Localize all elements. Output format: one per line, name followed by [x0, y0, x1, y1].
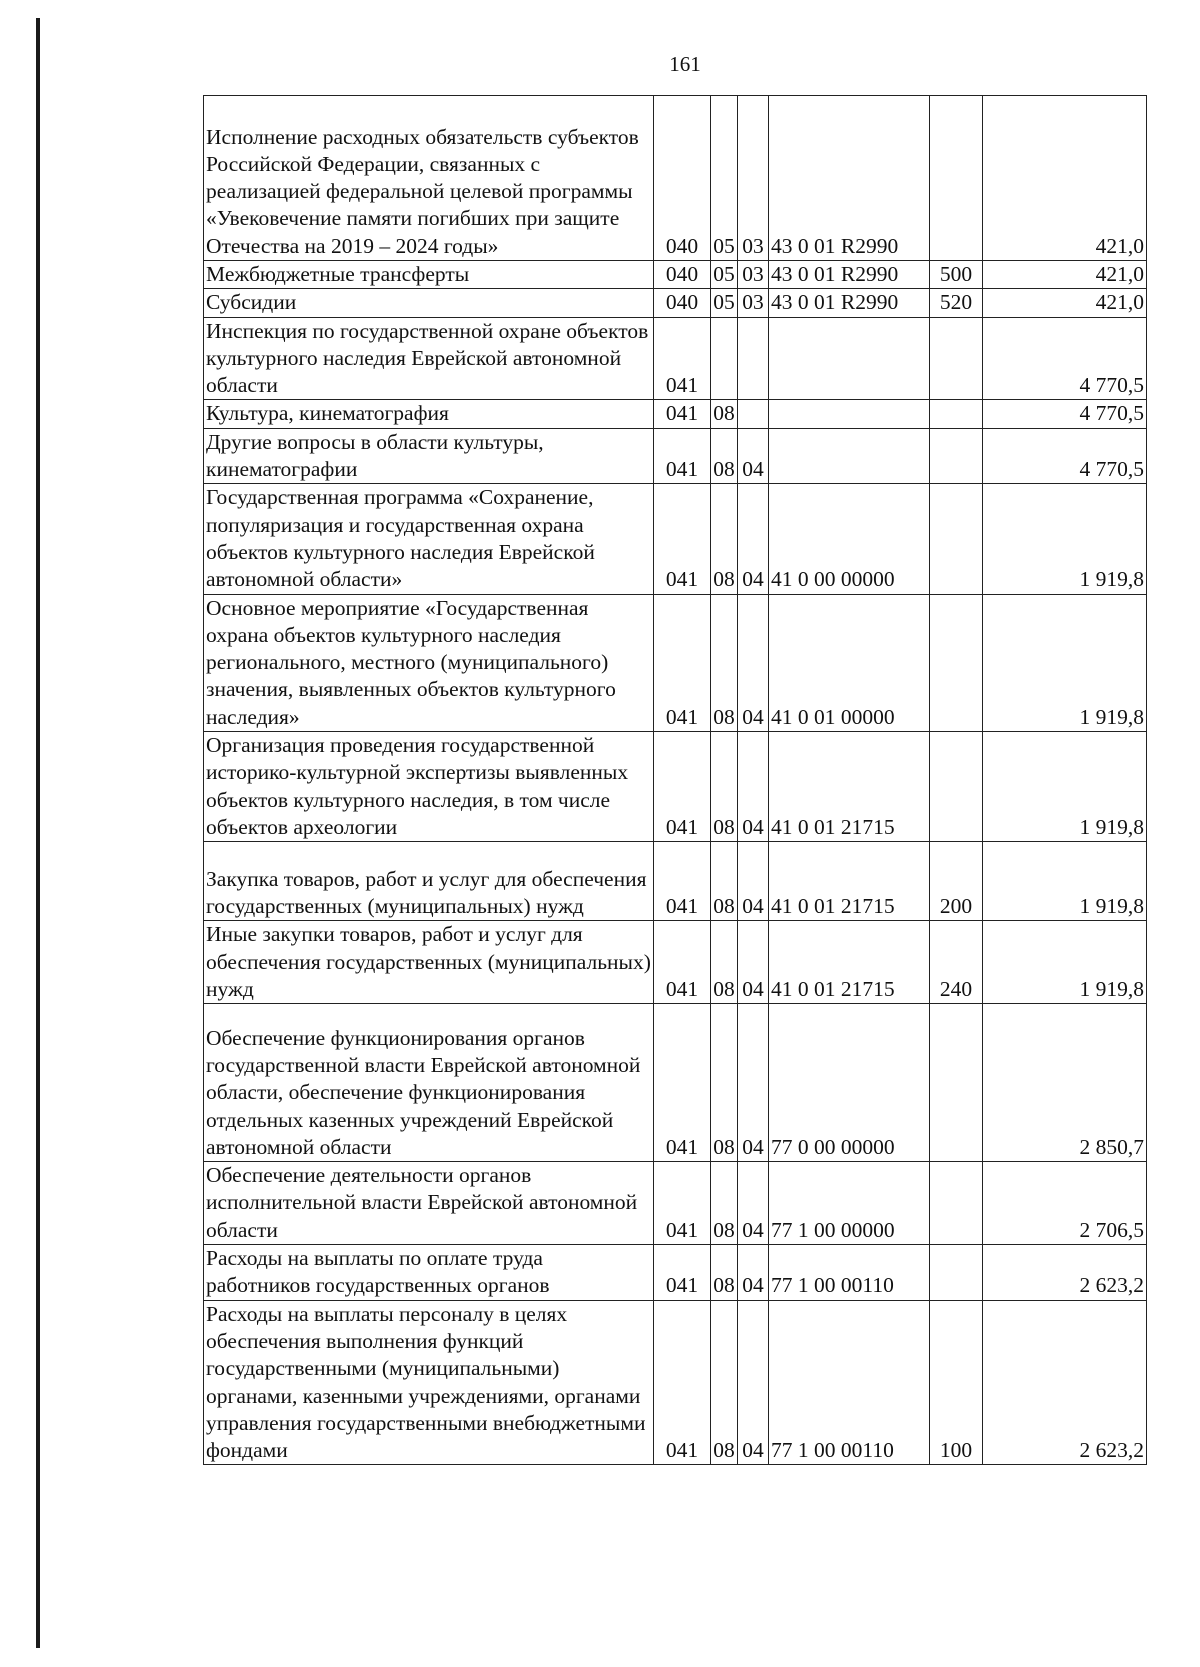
- ministry-code-cell: 040: [654, 96, 711, 261]
- subsection-code-cell: [738, 317, 769, 400]
- item-name-cell: Организация проведения государственной историко-культурной экспертизы выявленных объектов культурного наследия, в том числе объектов археологии: [204, 732, 654, 842]
- ministry-code-cell: 041: [654, 400, 711, 428]
- target-article-cell: 77 1 00 00000: [769, 1162, 930, 1245]
- ministry-code-cell: 041: [654, 428, 711, 484]
- table-row: [204, 594, 1147, 731]
- amount-cell: 1 919,8: [983, 921, 1147, 1004]
- expense-type-cell: [930, 428, 983, 484]
- amount-cell: 4 770,5: [983, 317, 1147, 400]
- ministry-code-cell: 041: [654, 842, 711, 921]
- table-row: [204, 317, 1147, 400]
- amount-cell: 1 919,8: [983, 484, 1147, 594]
- item-name-cell: Обеспечение деятельности органов исполнительной власти Еврейской автономной области: [204, 1162, 654, 1245]
- item-name-cell: Основное мероприятие «Государственная охрана объектов культурного наследия регионального, местного (муниципального) значения, выявленных объектов культурного наследия»: [204, 594, 654, 731]
- target-article-cell: 41 0 01 21715: [769, 842, 930, 921]
- section-code-cell: 08: [711, 1004, 738, 1162]
- target-article-cell: 41 0 00 00000: [769, 484, 930, 594]
- subsection-code-cell: 04: [738, 1245, 769, 1301]
- amount-cell: 1 919,8: [983, 732, 1147, 842]
- target-article-cell: 77 1 00 00110: [769, 1245, 930, 1301]
- item-name-cell: Межбюджетные трансферты: [204, 261, 654, 289]
- section-code-cell: 08: [711, 428, 738, 484]
- target-article-cell: 43 0 01 R2990: [769, 96, 930, 261]
- budget-table: [203, 95, 1147, 1465]
- item-name-cell: Обеспечение функционирования органов государственной власти Еврейской автономной области, обеспечение функционирования отдельных казенных учреждений Еврейской автономной области: [204, 1004, 654, 1162]
- subsection-code-cell: [738, 400, 769, 428]
- expense-type-cell: 520: [930, 289, 983, 317]
- subsection-code-cell: 03: [738, 96, 769, 261]
- table-row: [204, 261, 1147, 289]
- target-article-cell: 43 0 01 R2990: [769, 289, 930, 317]
- item-name-cell: Исполнение расходных обязательств субъектов Российской Федерации, связанных с реализацией федеральной целевой программы «Увековечение памяти погибших при защите Отечества на 2019 – 2024 годы»: [204, 96, 654, 261]
- section-code-cell: 08: [711, 1162, 738, 1245]
- section-code-cell: 08: [711, 484, 738, 594]
- amount-cell: 1 919,8: [983, 594, 1147, 731]
- item-name-cell: Субсидии: [204, 289, 654, 317]
- subsection-code-cell: 04: [738, 594, 769, 731]
- ministry-code-cell: 041: [654, 921, 711, 1004]
- ministry-code-cell: 041: [654, 1162, 711, 1245]
- amount-cell: 421,0: [983, 261, 1147, 289]
- expense-type-cell: [930, 484, 983, 594]
- subsection-code-cell: 04: [738, 1162, 769, 1245]
- section-code-cell: 08: [711, 594, 738, 731]
- item-name-cell: Другие вопросы в области культуры, кинематографии: [204, 428, 654, 484]
- target-article-cell: 77 0 00 00000: [769, 1004, 930, 1162]
- amount-cell: 2 623,2: [983, 1245, 1147, 1301]
- item-name-cell: Расходы на выплаты персоналу в целях обеспечения выполнения функций государственными (муниципальными) органами, казенными учреждениями, органами управления государственными внебюджетными фондами: [204, 1300, 654, 1465]
- section-code-cell: 05: [711, 289, 738, 317]
- table-row: [204, 400, 1147, 428]
- subsection-code-cell: 04: [738, 1004, 769, 1162]
- subsection-code-cell: 04: [738, 1300, 769, 1465]
- expense-type-cell: [930, 1162, 983, 1245]
- section-code-cell: 08: [711, 1300, 738, 1465]
- ministry-code-cell: 041: [654, 732, 711, 842]
- expense-type-cell: 200: [930, 842, 983, 921]
- amount-cell: 4 770,5: [983, 400, 1147, 428]
- target-article-cell: 43 0 01 R2990: [769, 261, 930, 289]
- target-article-cell: 77 1 00 00110: [769, 1300, 930, 1465]
- amount-cell: 2 623,2: [983, 1300, 1147, 1465]
- item-name-cell: Иные закупки товаров, работ и услуг для обеспечения государственных (муниципальных) нужд: [204, 921, 654, 1004]
- expense-type-cell: [930, 732, 983, 842]
- table-row: [204, 732, 1147, 842]
- section-code-cell: 08: [711, 842, 738, 921]
- target-article-cell: [769, 428, 930, 484]
- expense-type-cell: [930, 1245, 983, 1301]
- ministry-code-cell: 041: [654, 484, 711, 594]
- table-row: [204, 1245, 1147, 1301]
- table-row: [204, 289, 1147, 317]
- table-row: [204, 96, 1147, 261]
- section-code-cell: 08: [711, 732, 738, 842]
- amount-cell: 4 770,5: [983, 428, 1147, 484]
- item-name-cell: Инспекция по государственной охране объектов культурного наследия Еврейской автономной области: [204, 317, 654, 400]
- table-row: [204, 1300, 1147, 1465]
- section-code-cell: 08: [711, 400, 738, 428]
- section-code-cell: 08: [711, 1245, 738, 1301]
- section-code-cell: [711, 317, 738, 400]
- subsection-code-cell: 04: [738, 428, 769, 484]
- expense-type-cell: 500: [930, 261, 983, 289]
- section-code-cell: 05: [711, 261, 738, 289]
- item-name-cell: Государственная программа «Сохранение, популяризация и государственная охрана объектов культурного наследия Еврейской автономной области»: [204, 484, 654, 594]
- amount-cell: 2 850,7: [983, 1004, 1147, 1162]
- ministry-code-cell: 041: [654, 317, 711, 400]
- expense-type-cell: [930, 400, 983, 428]
- table-row: [204, 921, 1147, 1004]
- section-code-cell: 08: [711, 921, 738, 1004]
- ministry-code-cell: 041: [654, 1004, 711, 1162]
- subsection-code-cell: 03: [738, 261, 769, 289]
- subsection-code-cell: 04: [738, 732, 769, 842]
- expense-type-cell: [930, 96, 983, 261]
- expense-type-cell: 240: [930, 921, 983, 1004]
- subsection-code-cell: 04: [738, 484, 769, 594]
- expense-type-cell: [930, 594, 983, 731]
- amount-cell: 421,0: [983, 289, 1147, 317]
- amount-cell: 421,0: [983, 96, 1147, 261]
- item-name-cell: Расходы на выплаты по оплате труда работников государственных органов: [204, 1245, 654, 1301]
- expense-type-cell: [930, 317, 983, 400]
- expense-type-cell: 100: [930, 1300, 983, 1465]
- table-row: [204, 1162, 1147, 1245]
- subsection-code-cell: 04: [738, 921, 769, 1004]
- target-article-cell: 41 0 01 21715: [769, 732, 930, 842]
- target-article-cell: [769, 400, 930, 428]
- subsection-code-cell: 03: [738, 289, 769, 317]
- ministry-code-cell: 041: [654, 1245, 711, 1301]
- page-number: 161: [669, 52, 701, 76]
- target-article-cell: [769, 317, 930, 400]
- ministry-code-cell: 040: [654, 261, 711, 289]
- ministry-code-cell: 040: [654, 289, 711, 317]
- expense-type-cell: [930, 1004, 983, 1162]
- target-article-cell: 41 0 01 00000: [769, 594, 930, 731]
- section-code-cell: 05: [711, 96, 738, 261]
- item-name-cell: Культура, кинематография: [204, 400, 654, 428]
- target-article-cell: 41 0 01 21715: [769, 921, 930, 1004]
- table-row: [204, 842, 1147, 921]
- table-row: [204, 1004, 1147, 1162]
- ministry-code-cell: 041: [654, 594, 711, 731]
- ministry-code-cell: 041: [654, 1300, 711, 1465]
- table-row: [204, 428, 1147, 484]
- table-row: [204, 484, 1147, 594]
- item-name-cell: Закупка товаров, работ и услуг для обеспечения государственных (муниципальных) нужд: [204, 842, 654, 921]
- amount-cell: 1 919,8: [983, 842, 1147, 921]
- binding-line: [36, 18, 40, 1648]
- subsection-code-cell: 04: [738, 842, 769, 921]
- amount-cell: 2 706,5: [983, 1162, 1147, 1245]
